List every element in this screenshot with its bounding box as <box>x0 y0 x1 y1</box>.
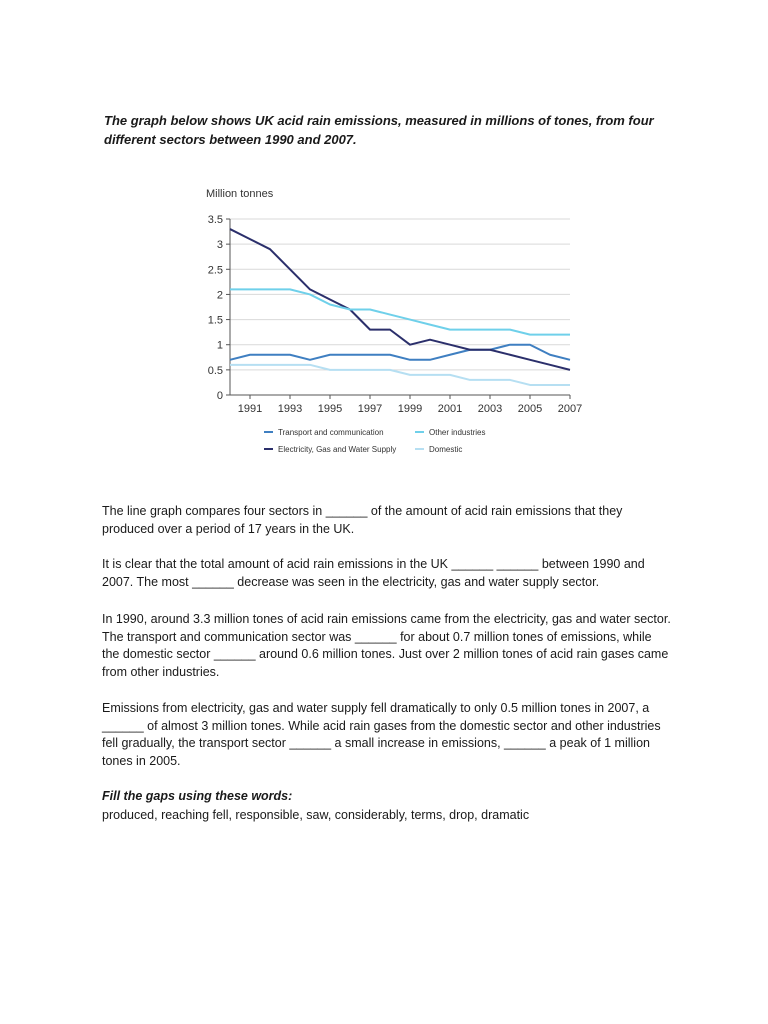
y-axis <box>208 214 230 402</box>
x-tick-label: 2005 <box>517 403 543 415</box>
paragraph-4: Emissions from electricity, gas and water supply fell dramatically to only 0.5 million tones in 2007, a ______ of almost 3 million tones. While acid rain gases from the domestic sector and other industries fell gradually, the transport sector ______ a small increase in emissions, ______ a peak of 1 million tones in 2005. <box>102 701 661 768</box>
legend <box>264 428 485 454</box>
series-line <box>230 289 570 334</box>
line-chart <box>190 178 590 468</box>
series-line <box>230 229 570 370</box>
paragraph-2: It is clear that the total amount of acid rain emissions in the UK ______ ______ between 1990 and 2007. The most ______ decrease was seen in the electricity, gas and water supply sector. <box>102 557 645 589</box>
y-tick-label: 0.5 <box>207 364 223 377</box>
word-list: produced, reaching fell, responsible, saw, considerably, terms, drop, dramatic <box>102 808 530 822</box>
y-tick-label: 3.5 <box>207 214 223 226</box>
y-tick-label: 1 <box>216 339 223 352</box>
legend-label: Transport and communication <box>278 428 384 437</box>
x-tick-label: 1997 <box>357 403 383 415</box>
x-tick-label: 2001 <box>437 403 463 415</box>
y-tick-label: 0 <box>216 390 223 402</box>
y-tick-label: 2.5 <box>207 264 223 277</box>
x-tick-label: 1995 <box>317 403 343 415</box>
series-lines <box>230 229 570 385</box>
gridlines <box>230 219 570 370</box>
legend-label: Domestic <box>429 445 463 454</box>
fill-gaps-heading: Fill the gaps using these words: <box>102 789 293 803</box>
y-tick-label: 3 <box>216 239 223 252</box>
x-tick-label: 1993 <box>277 403 303 415</box>
x-tick-label: 1999 <box>397 403 423 415</box>
x-tick-label: 1991 <box>237 403 263 415</box>
y-axis-label: Million tonnes <box>206 188 274 200</box>
x-tick-label: 2007 <box>557 403 583 415</box>
y-tick-label: 1.5 <box>207 314 223 327</box>
y-tick-label: 2 <box>216 289 223 302</box>
x-axis <box>230 395 582 415</box>
legend-label: Electricity, Gas and Water Supply <box>278 445 397 454</box>
task-heading: The graph below shows UK acid rain emissions, measured in millions of tones, from four different sectors between 1990 and 2007. <box>104 113 654 147</box>
paragraph-1: The line graph compares four sectors in ______ of the amount of acid rain emissions that they produced over a period of 17 years in the UK. <box>102 504 623 536</box>
series-line <box>230 365 570 385</box>
x-tick-label: 2003 <box>477 403 503 415</box>
paragraph-3: In 1990, around 3.3 million tones of acid rain emissions came from the electricity, gas and water sector. The transport and communication sector was ______ for about 0.7 million tones of emissions, while the domestic sector ______ around 0.6 million tones. Just over 2 million tones of acid rain gases came from other industries. <box>102 612 671 679</box>
legend-label: Other industries <box>429 428 486 437</box>
